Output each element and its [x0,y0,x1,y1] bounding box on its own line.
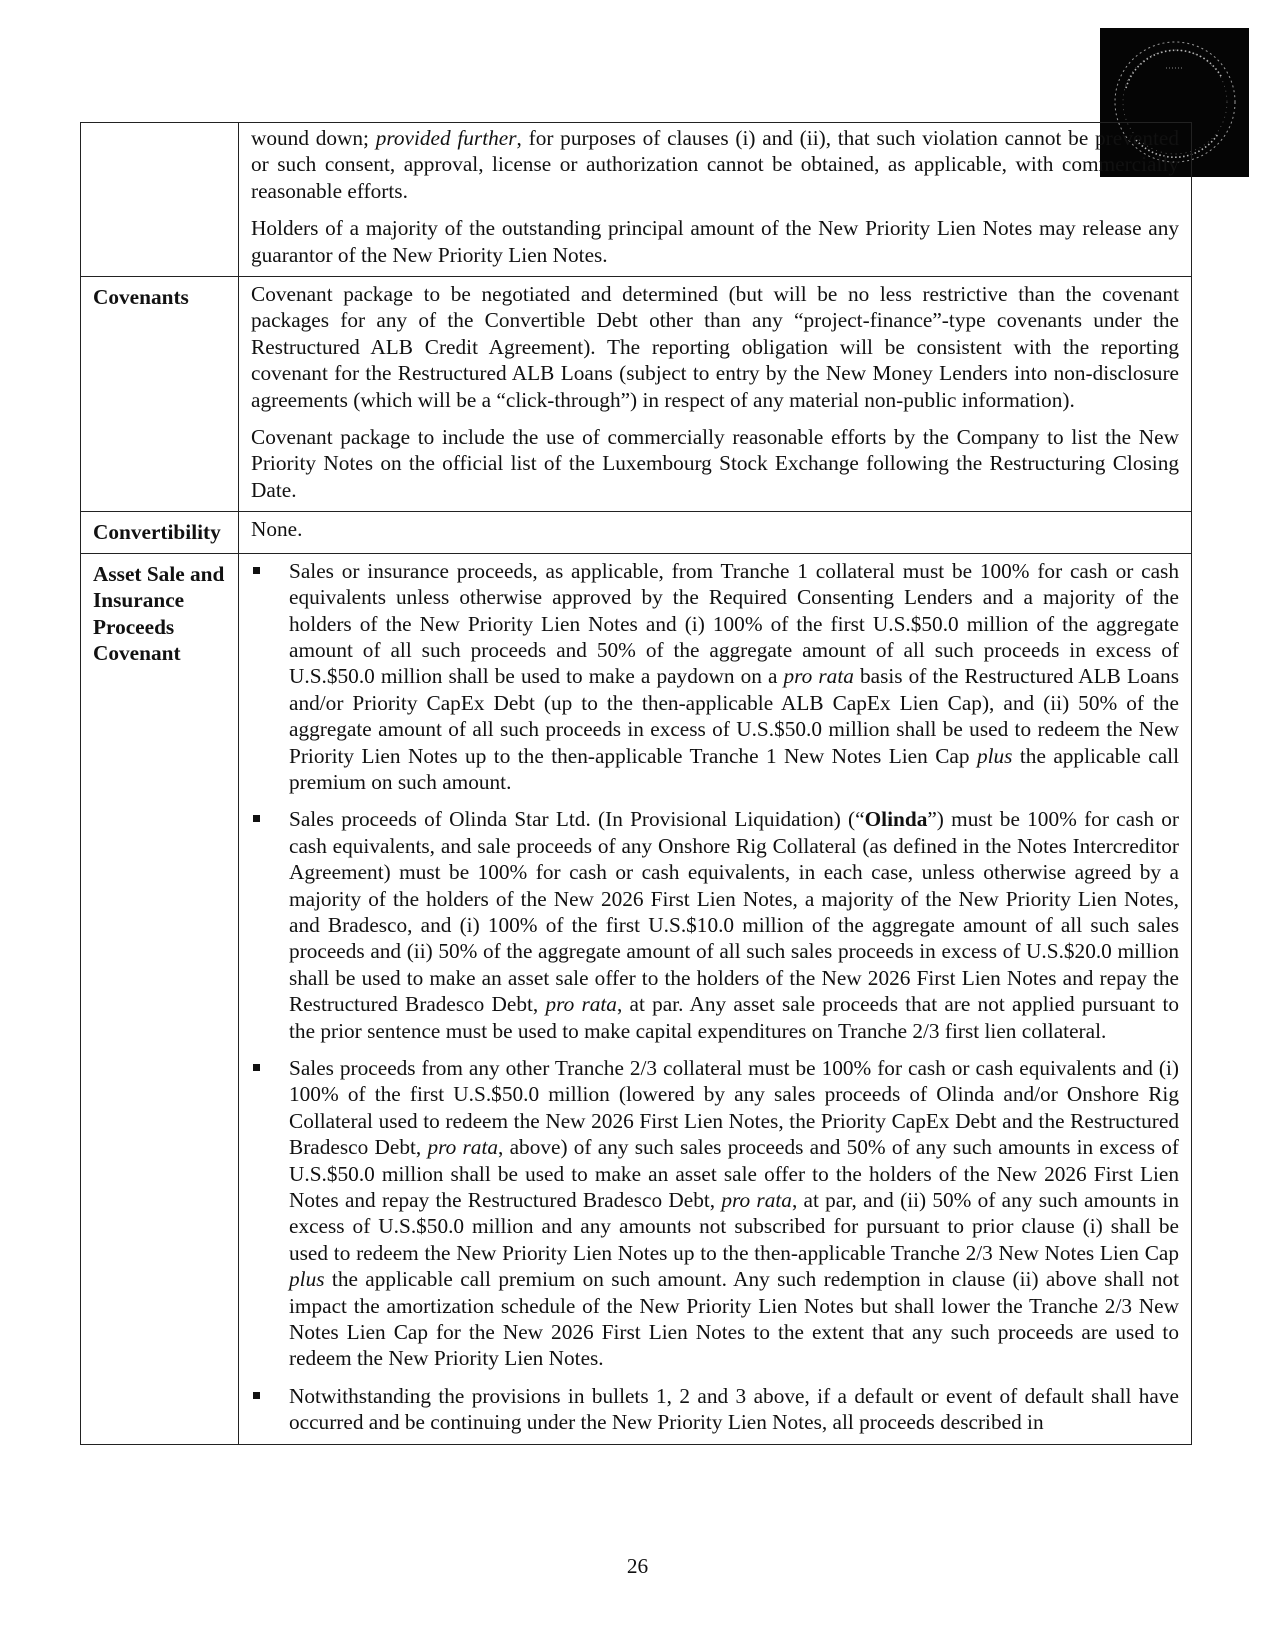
text-run: ”) must be 100% for cash or cash equivalents, and sale proceeds of any Onshore Rig Collateral (as defined in the Notes Intercreditor Agreement) must be 100% for cash or cash equivalents, in each case, unless otherwise agreed by a majority of the holders of the New 2026 First Lien Notes, a majority of the New Priority Lien Notes, and Bradesco, and (i) 100% of the first U.S.$10.0 million of the aggregate amount of all such sales proceeds and (ii) 50% of the aggregate amount of all such sales proceeds in excess of U.S.$20.0 million shall be used to make an asset sale offer to the holders of the New 2026 First Lien Notes and repay the Restructured Bradesco Debt, [289,807,1179,1017]
list-item [251,1055,1179,1372]
text-run: Notwithstanding the provisions in bullets 1, 2 and 3 above, if a default or event of default shall have occurred and be continuing under the New Priority Lien Notes, all proceeds described in [289,1383,1179,1435]
list-item [251,1383,1179,1436]
row-content [239,512,1192,553]
italic-text: pro rata [721,1188,792,1213]
square-bullet-icon [253,1064,260,1071]
row-label: Covenants [81,277,239,512]
row-label: Asset Sale and Insurance Proceeds Covenant [81,553,239,1444]
text-run: , at par, and (ii) 50% of any such amounts in excess of U.S.$50.0 million and any amounts not subscribed for pursuant to prior clause (i) shall be used to redeem the New Priority Lien Notes up to the then-applicable Tranche 2/3 New Notes Lien Cap [289,1188,1179,1265]
row-content [239,277,1192,512]
bold-text: Olinda [864,807,928,832]
italic-text: pro rata [427,1135,499,1160]
row-label [81,123,239,277]
paragraph [251,215,1179,268]
table-row [81,123,1192,277]
text-run: Covenant package to include the use of commercially reasonable efforts by the Company to list the New Priority Notes on the official list of the Luxembourg Stock Exchange following the Restructuring Closing Date. [251,425,1179,502]
square-bullet-icon [253,815,260,822]
table-row [81,553,1192,1444]
row-content [239,123,1192,277]
list-item [251,806,1179,1044]
page-number: 26 [626,1554,649,1578]
text-run: the applicable call premium on such amount. [289,743,1179,794]
text-run: Sales proceeds of Olinda Star Ltd. (In Provisional Liquidation) (“ [289,807,865,832]
row-label: Convertibility [81,512,239,553]
text-run: wound down; [251,126,376,150]
text-run: Holders of a majority of the outstanding principal amount of the New Priority Lien Notes may release any guarantor of the New Priority Lien Notes. [251,216,1179,267]
list-item [251,558,1179,796]
terms-table [80,122,1192,1445]
bullet-list [251,558,1179,1436]
table-row [81,277,1192,512]
text-run: Sales or insurance proceeds, as applicable, from Tranche 1 collateral must be 100% for cash or cash equivalents unless otherwise approved by the Required Consenting Lenders and a majority of the holders of the New Priority Lien Notes and (i) 100% of the first U.S.$50.0 million of the aggregate amount of all such proceeds and 50% of the aggregate amount of all such proceeds in excess of U.S.$50.0 million shall be used to make a paydown on a [289,558,1179,689]
italic-text: plus [976,743,1013,768]
italic-text: provided further [375,126,517,150]
text-run: , for purposes of clauses (i) and (ii), that such violation cannot be prevented or such consent, approval, license or authorization cannot be obtained, as applicable, with commercially reasonable efforts. [251,126,1179,203]
italic-text: plus [289,1267,325,1292]
paragraph [251,516,1179,542]
italic-text: pro rata [545,992,617,1017]
row-content [239,553,1192,1444]
text-run: basis of the Restructured ALB Loans and/or Priority CapEx Debt (up to the then-applicable ALB CapEx Lien Cap), and (ii) 50% of the aggregate amount of all such proceeds in excess of U.S.$50.0 million shall be used to redeem the New Priority Lien Notes up to the then-applicable Tranche 1 New Notes Lien Cap [289,664,1179,768]
paragraph [251,125,1179,204]
text-run: Sales proceeds from any other Tranche 2/3 collateral must be 100% for cash or cash equivalents and (i) 100% of the first U.S.$50.0 million (lowered by any sales proceeds of Olinda and/or Onshore Rig Collateral used to redeem the New 2026 First Lien Notes, the Priority CapEx Debt and the Restructured Bradesco Debt, [289,1056,1179,1160]
square-bullet-icon [253,567,260,574]
text-run: Covenant package to be negotiated and determined (but will be no less restrictive than the covenant packages for any of the Convertible Debt other than any “project-finance”-type covenants under the Restructured ALB Credit Agreement). The reporting obligation will be consistent with the reporting covenant for the Restructured ALB Loans (subject to entry by the New Money Lenders into non-disclosure agreements (which will be a “click-through”) in respect of any material non-public information). [251,282,1179,412]
table-row [81,512,1192,553]
text-run: None. [251,517,303,542]
text-run: , at par. Any asset sale proceeds that are not applied pursuant to the prior sentence must be used to make capital expenditures on Tranche 2/3 first lien collateral. [289,992,1180,1043]
paragraph [251,281,1179,413]
italic-text: pro rata [783,664,854,689]
paragraph [251,424,1179,503]
text-run: the applicable call premium on such amount. Any such redemption in clause (ii) above shall not impact the amortization schedule of the New Priority Lien Notes but shall lower the Tranche 2/3 New Notes Lien Cap for the New 2026 First Lien Notes to the extent that any such proceeds are used to redeem the New Priority Lien Notes. [289,1267,1179,1371]
square-bullet-icon [253,1392,260,1399]
text-run: , above) of any such sales proceeds and 50% of any such amounts in excess of U.S.$50.0 million shall be used to make an asset sale offer to the holders of the New 2026 First Lien Notes and repay the Restructured Bradesco Debt, [289,1135,1179,1213]
